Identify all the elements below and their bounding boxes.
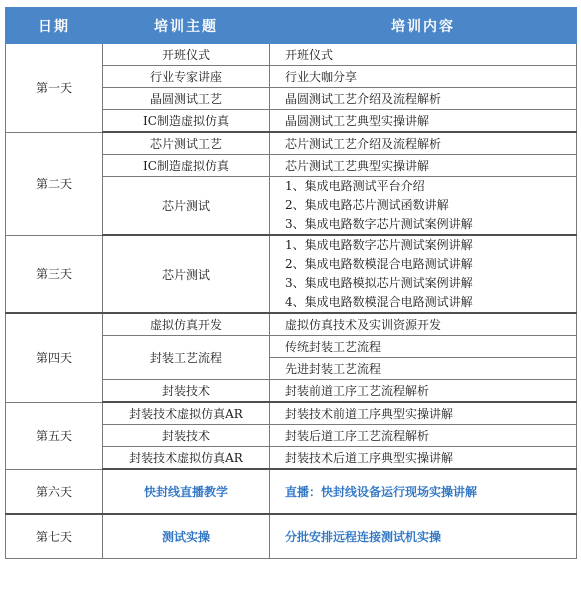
day-cell: 第七天 bbox=[6, 514, 103, 559]
header-topic: 培训主题 bbox=[103, 8, 270, 44]
topic-cell: 封装工艺流程 bbox=[103, 336, 270, 380]
content-cell: 晶圆测试工艺典型实操讲解 bbox=[270, 110, 577, 133]
content-cell: 传统封装工艺流程 bbox=[270, 336, 577, 358]
day-cell: 第四天 bbox=[6, 313, 103, 402]
content-cell: 封装后道工序工艺流程解析 bbox=[270, 425, 577, 447]
content-line: 2、集成电路芯片测试函数讲解 bbox=[285, 198, 449, 212]
table-row bbox=[6, 313, 577, 336]
topic-cell: 行业专家讲座 bbox=[103, 66, 270, 88]
content-cell: 先进封装工艺流程 bbox=[270, 358, 577, 380]
content-line: 3、集成电路模拟芯片测试案例讲解 bbox=[285, 276, 473, 290]
day-cell: 第六天 bbox=[6, 469, 103, 514]
header-content: 培训内容 bbox=[270, 8, 577, 44]
content-cell: 直播：快封线设备运行现场实操讲解 bbox=[270, 469, 577, 514]
header-row bbox=[6, 8, 577, 44]
topic-cell: 封装技术 bbox=[103, 425, 270, 447]
table-row bbox=[6, 44, 577, 66]
content-cell: 分批安排远程连接测试机实操 bbox=[270, 514, 577, 559]
topic-cell: 芯片测试 bbox=[103, 235, 270, 313]
content-cell: 开班仪式 bbox=[270, 44, 577, 66]
content-cell bbox=[270, 177, 577, 236]
content-cell bbox=[270, 235, 577, 313]
content-cell: 芯片测试工艺介绍及流程解析 bbox=[270, 132, 577, 155]
content-cell: 芯片测试工艺典型实操讲解 bbox=[270, 155, 577, 177]
topic-cell: 开班仪式 bbox=[103, 44, 270, 66]
day-cell: 第一天 bbox=[6, 44, 103, 133]
topic-cell: 封装技术 bbox=[103, 380, 270, 403]
content-line: 2、集成电路数模混合电路测试讲解 bbox=[285, 257, 473, 271]
topic-cell: 封装技术虚拟仿真AR bbox=[103, 402, 270, 425]
training-schedule-table bbox=[5, 7, 577, 559]
content-cell: 封装技术前道工序典型实操讲解 bbox=[270, 402, 577, 425]
content-line: 1、集成电路数字芯片测试案例讲解 bbox=[285, 238, 473, 252]
content-line: 4、集成电路数模混合电路测试讲解 bbox=[285, 295, 473, 309]
topic-cell: 芯片测试工艺 bbox=[103, 132, 270, 155]
day-cell: 第五天 bbox=[6, 402, 103, 469]
topic-cell: IC制造虚拟仿真 bbox=[103, 155, 270, 177]
topic-cell: 芯片测试 bbox=[103, 177, 270, 236]
day-cell: 第三天 bbox=[6, 235, 103, 313]
content-line: 3、集成电路数字芯片测试案例讲解 bbox=[285, 217, 473, 231]
topic-cell: 晶圆测试工艺 bbox=[103, 88, 270, 110]
table-row bbox=[6, 514, 577, 559]
content-cell: 封装技术后道工序典型实操讲解 bbox=[270, 447, 577, 470]
content-cell: 晶圆测试工艺介绍及流程解析 bbox=[270, 88, 577, 110]
topic-cell: 快封线直播教学 bbox=[103, 469, 270, 514]
content-line: 1、集成电路测试平台介绍 bbox=[285, 179, 425, 193]
topic-cell: 测试实操 bbox=[103, 514, 270, 559]
table-row bbox=[6, 235, 577, 313]
topic-cell: IC制造虚拟仿真 bbox=[103, 110, 270, 133]
topic-cell: 封装技术虚拟仿真AR bbox=[103, 447, 270, 470]
table-row bbox=[6, 469, 577, 514]
table-row bbox=[6, 132, 577, 155]
day-cell: 第二天 bbox=[6, 132, 103, 235]
content-cell: 封装前道工序工艺流程解析 bbox=[270, 380, 577, 403]
content-cell: 虚拟仿真技术及实训资源开发 bbox=[270, 313, 577, 336]
topic-cell: 虚拟仿真开发 bbox=[103, 313, 270, 336]
content-cell: 行业大咖分享 bbox=[270, 66, 577, 88]
table-row bbox=[6, 402, 577, 425]
header-date: 日期 bbox=[6, 8, 103, 44]
